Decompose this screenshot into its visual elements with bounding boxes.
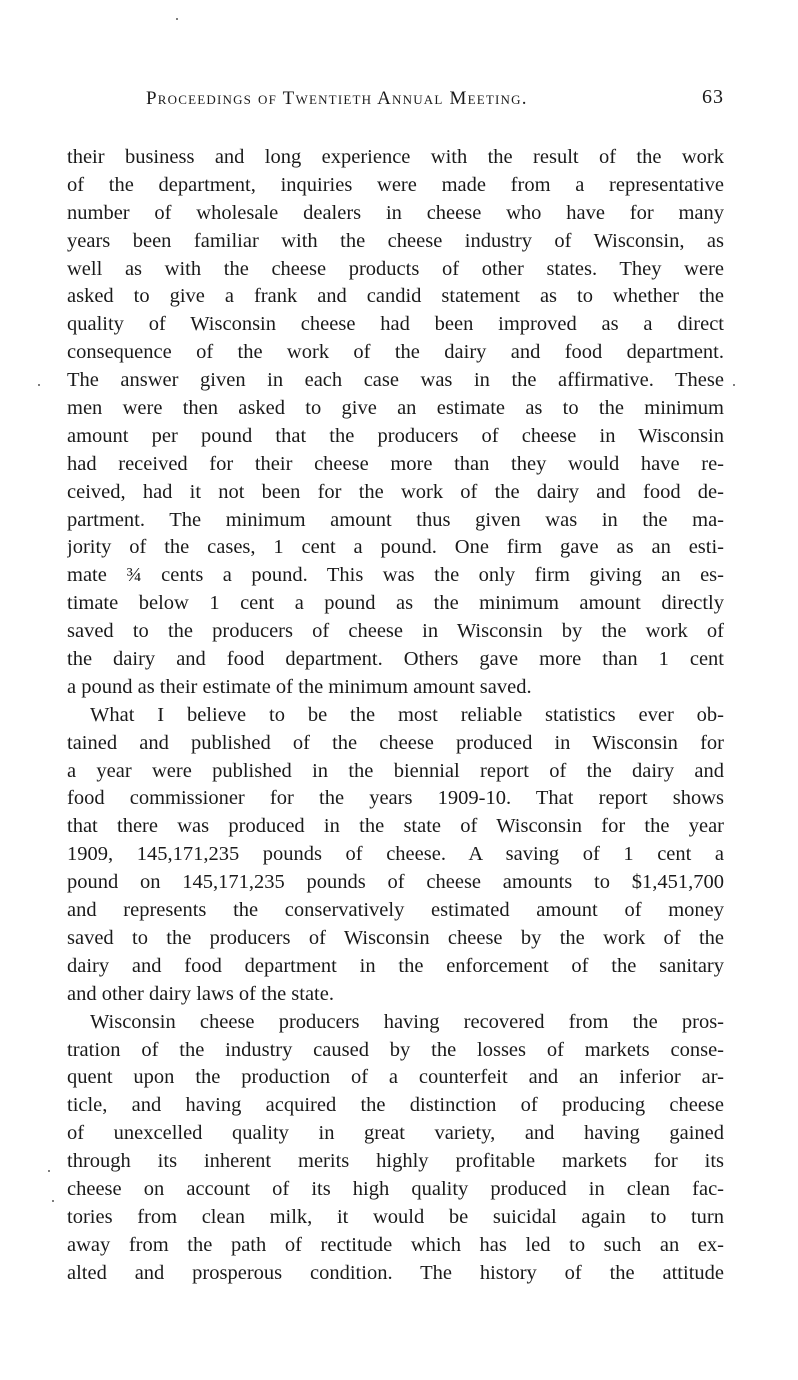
text-line: men were then asked to give an estimate as to the minimum: [67, 397, 724, 420]
text-line: amount per pound that the producers of cheese in Wisconsin: [67, 424, 724, 447]
paragraph-first-line: Wisconsin cheese producers having recovered from the pros-: [90, 1010, 724, 1033]
text-line: that there was produced in the state of Wisconsin for the year: [67, 815, 724, 838]
text-line: number of wholesale dealers in cheese who have for many: [67, 201, 724, 224]
text-line: mate ¾ cents a pound. This was the only firm giving an es-: [67, 564, 724, 587]
text-line: a pound as their estimate of the minimum amount saved.: [67, 675, 532, 698]
text-line: ticle, and having acquired the distinction of producing cheese: [67, 1094, 724, 1117]
text-line: quality of Wisconsin cheese had been improved as a direct: [67, 313, 724, 336]
scan-speck: [52, 1200, 54, 1202]
paragraph-first-line: What I believe to be the most reliable statistics ever ob-: [90, 703, 724, 726]
text-line: the dairy and food department. Others gave more than 1 cent: [67, 648, 724, 671]
scan-speck: [48, 1170, 50, 1172]
text-line: quent upon the production of a counterfeit and an inferior ar-: [67, 1066, 724, 1089]
scan-speck: [38, 384, 40, 386]
text-line: food commissioner for the years 1909-10. That report shows: [67, 787, 724, 810]
text-line: The answer given in each case was in the affirmative. These: [67, 369, 724, 392]
text-line: of the department, inquiries were made from a representative: [67, 173, 724, 196]
text-line: ceived, had it not been for the work of the dairy and food de-: [67, 480, 724, 503]
text-line: a year were published in the biennial report of the dairy and: [67, 759, 724, 782]
text-line: dairy and food department in the enforcement of the sanitary: [67, 954, 724, 977]
text-line: years been familiar with the cheese industry of Wisconsin, as: [67, 229, 724, 252]
running-head: [68, 84, 724, 118]
text-line: tration of the industry caused by the losses of markets conse-: [67, 1038, 724, 1061]
text-line: cheese on account of its high quality produced in clean fac-: [67, 1177, 724, 1200]
text-line: jority of the cases, 1 cent a pound. One firm gave as an esti-: [67, 536, 724, 559]
running-title: Proceedings of Twentieth Annual Meeting.: [146, 88, 528, 109]
text-line: and represents the conservatively estimated amount of money: [67, 899, 724, 922]
text-line: had received for their cheese more than they would have re-: [67, 452, 724, 475]
text-line: saved to the producers of cheese in Wisconsin by the work of: [67, 620, 724, 643]
text-line: through its inherent merits highly profitable markets for its: [67, 1150, 724, 1173]
text-line: saved to the producers of Wisconsin cheese by the work of the: [67, 926, 724, 949]
scan-speck: [176, 18, 178, 20]
text-line: asked to give a frank and candid statement as to whether the: [67, 285, 724, 308]
text-line: 1909, 145,171,235 pounds of cheese. A saving of 1 cent a: [67, 843, 724, 866]
body-text: [67, 144, 724, 1288]
text-line: away from the path of rectitude which has led to such an ex-: [67, 1233, 724, 1256]
text-line: tained and published of the cheese produced in Wisconsin for: [67, 731, 724, 754]
text-line: alted and prosperous condition. The history of the attitude: [67, 1261, 724, 1284]
text-line: tories from clean milk, it would be suicidal again to turn: [67, 1205, 724, 1228]
scan-speck: [733, 384, 735, 386]
text-line: pound on 145,171,235 pounds of cheese amounts to $1,451,700: [67, 871, 724, 894]
page-number: 63: [702, 86, 724, 108]
text-line: of unexcelled quality in great variety, and having gained: [67, 1122, 724, 1145]
text-line: and other dairy laws of the state.: [67, 982, 334, 1005]
text-line: timate below 1 cent a pound as the minimum amount directly: [67, 592, 724, 615]
text-line: their business and long experience with the result of the work: [67, 146, 724, 168]
text-line: consequence of the work of the dairy and food department.: [67, 341, 724, 364]
text-line: well as with the cheese products of other states. They were: [67, 257, 724, 280]
text-line: partment. The minimum amount thus given was in the ma-: [67, 508, 724, 531]
